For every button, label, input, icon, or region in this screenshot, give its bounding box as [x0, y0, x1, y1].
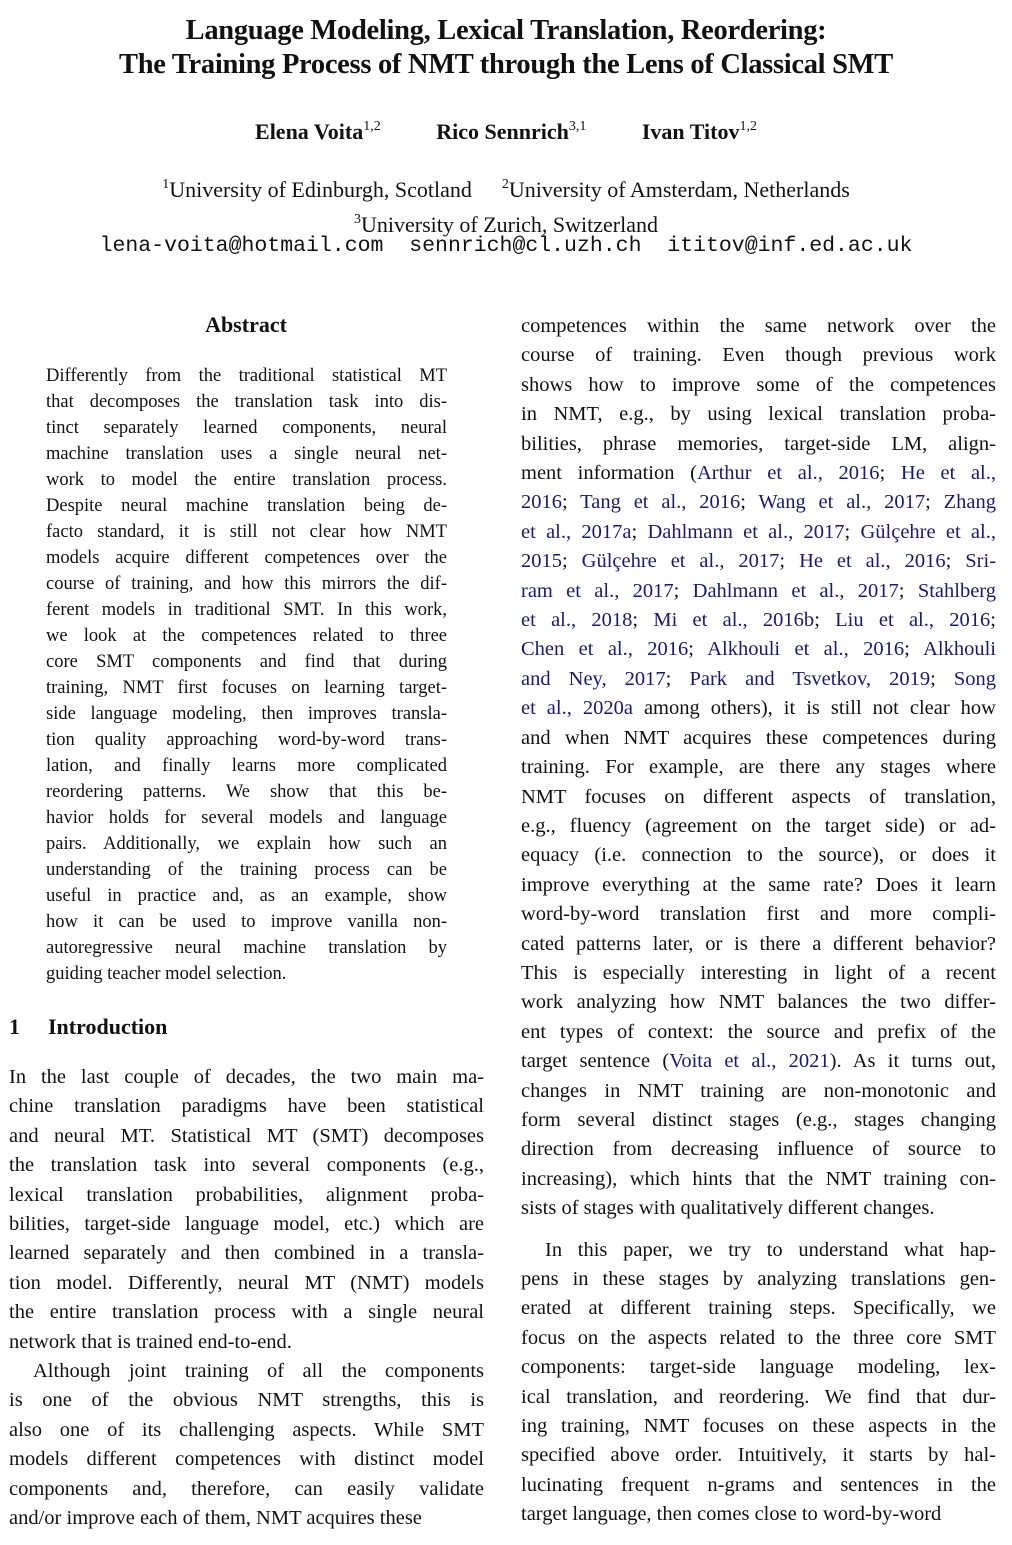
introduction-right-column	[521, 312, 996, 1530]
text-line: network that is trained end-to-end.	[9, 1330, 292, 1353]
text-line: and/or improve each of them, NMT acquires these	[9, 1507, 422, 1530]
text-line: training, NMT first focuses on learning target-	[46, 678, 447, 698]
citation-link[interactable]: He et al., 2016	[799, 550, 946, 573]
affiliation-name: University of Amsterdam, Netherlands	[508, 177, 850, 202]
paragraph	[521, 312, 996, 1224]
text-line	[521, 1194, 996, 1223]
text-line: that decomposes the translation task into dis-	[46, 392, 447, 412]
text-segment: ;	[814, 609, 836, 632]
author	[642, 112, 757, 147]
text-segment: ;	[740, 491, 759, 514]
text-line	[521, 988, 996, 1017]
text-line	[521, 1018, 996, 1047]
text-line	[521, 1135, 996, 1164]
text-line: facto standard, it is still not clear how NMT	[46, 522, 447, 542]
text-segment: ;	[665, 667, 690, 690]
text-segment: increasing), which hints that the NMT training con-	[521, 1167, 996, 1190]
text-line: chine translation paradigms have been statistical	[9, 1095, 484, 1118]
text-segment: ;	[562, 550, 582, 573]
citation-link[interactable]: Wang et al., 2017	[758, 491, 926, 514]
text-line: models different competences with distinct model	[9, 1448, 484, 1471]
text-segment: ;	[990, 609, 996, 632]
text-line: we look at the competences related to three	[46, 626, 447, 646]
citation-link[interactable]: Arthur et al., 2016	[696, 462, 880, 485]
text-line: ing training, NMT focuses on these aspects in the	[521, 1415, 996, 1438]
text-line: learned separately and then combined in a transla-	[9, 1242, 484, 1265]
author-name: Rico Sennrich	[436, 119, 569, 144]
citation-link[interactable]: Alkhouli	[923, 638, 996, 661]
text-line	[521, 900, 996, 929]
citation-link[interactable]: Dahlmann et al., 2017	[692, 579, 899, 602]
text-line	[521, 518, 996, 547]
text-line	[521, 1077, 996, 1106]
citation-link[interactable]: Liu et al., 2016	[835, 609, 991, 632]
text-line	[521, 841, 996, 870]
text-segment: This is especially interesting in light of a recent	[521, 961, 996, 984]
text-line: useful in practice and, as an example, show	[46, 886, 447, 906]
text-line: the translation task into several components (e.g.,	[9, 1154, 484, 1177]
text-segment: ;	[631, 520, 648, 543]
citation-link[interactable]: 2016	[521, 491, 562, 514]
citation-link[interactable]: 2015	[521, 550, 562, 573]
text-segment: cated patterns later, or is there a different behavior?	[521, 932, 996, 955]
author-emails	[0, 232, 1012, 260]
text-line: autoregressive neural machine translation by	[46, 938, 447, 958]
email[interactable]: ititov@inf.ed.ac.uk	[667, 234, 913, 258]
text-segment: ;	[673, 579, 693, 602]
text-segment: work analyzing how NMT balances the two differ-	[521, 991, 996, 1014]
text-line	[521, 694, 996, 723]
text-line	[521, 547, 996, 576]
text-line: lation, and finally learns more complicated	[46, 756, 447, 776]
citation-link[interactable]: ram et al., 2017	[521, 579, 674, 602]
text-segment: ;	[632, 609, 654, 632]
citation-link[interactable]: Chen et al., 2016	[521, 638, 689, 661]
author-name: Ivan Titov	[641, 119, 740, 144]
author	[255, 112, 381, 147]
text-segment: ;	[930, 667, 954, 690]
text-line	[521, 871, 996, 900]
text-segment: competences within the same network over the	[521, 315, 996, 337]
text-segment: course of training. Even though previous work	[521, 344, 996, 367]
citation-link[interactable]: Voita et al., 2021	[669, 1050, 830, 1073]
introduction-left-column	[9, 1063, 484, 1534]
author-affiliation-mark: 3,1	[568, 119, 587, 134]
citation-link[interactable]: Park and Tsvetkov, 2019	[689, 667, 931, 690]
text-segment: e.g., fluency (agreement on the target side) or ad-	[521, 814, 996, 837]
section-title: Introduction	[48, 1014, 168, 1039]
text-line: is one of the obvious NMT strengths, this is	[9, 1389, 484, 1412]
text-segment: equacy (i.e. connection to the source), or does it	[521, 844, 996, 867]
affiliation-name: University of Edinburgh, Scotland	[169, 177, 472, 202]
text-line	[521, 1106, 996, 1135]
text-segment: ;	[925, 491, 944, 514]
paragraph	[521, 1236, 996, 1530]
text-segment: sists of stages with qualitatively different changes.	[521, 1197, 935, 1220]
citation-link[interactable]: Song	[953, 667, 997, 690]
text-line	[521, 812, 996, 841]
text-segment: ;	[879, 462, 901, 485]
citation-link[interactable]: He et al.,	[900, 462, 996, 485]
affiliation-number: 1	[162, 177, 170, 192]
text-segment: among others), it is still not clear how	[632, 697, 996, 720]
citation-link[interactable]: Alkhouli et al., 2016	[707, 638, 905, 661]
text-line	[521, 371, 996, 400]
paragraph	[9, 1063, 484, 1357]
text-line	[521, 635, 996, 664]
text-segment: target sentence (	[521, 1050, 670, 1073]
text-line	[521, 459, 996, 488]
text-line: ferent models in traditional SMT. In this work,	[46, 600, 447, 620]
text-line: course of training, and how this mirrors the dif-	[46, 574, 447, 594]
citation-link[interactable]: Sri-	[965, 550, 997, 573]
text-segment: ). As it turns out,	[829, 1050, 996, 1073]
text-line: Despite neural machine translation being de-	[46, 496, 447, 516]
text-segment: improve everything at the same rate? Does it learn	[521, 873, 996, 896]
text-segment: ;	[844, 520, 861, 543]
text-line: specified above order. Intuitively, it starts by hal-	[521, 1444, 996, 1467]
text-segment: NMT focuses on different aspects of translation,	[521, 785, 996, 808]
text-line	[521, 577, 996, 606]
text-line: models acquire different competences over the	[46, 548, 447, 568]
text-line: In the last couple of decades, the two main ma-	[9, 1066, 484, 1088]
text-line: lexical translation probabilities, alignment proba-	[9, 1183, 484, 1206]
text-line	[521, 430, 996, 459]
text-segment: form several distinct stages (e.g., stages changing	[521, 1108, 996, 1131]
text-line	[521, 1047, 996, 1076]
text-line: understanding of the training process can be	[46, 860, 447, 880]
title-line-2: The Training Process of NMT through the Lens of Classical SMT	[119, 49, 893, 80]
email[interactable]: sennrich@cl.uzh.ch	[409, 234, 642, 258]
text-line: focus on the aspects related to the three core SMT	[521, 1326, 996, 1349]
text-line	[521, 665, 996, 694]
text-segment: shows how to improve some of the competences	[521, 373, 996, 396]
text-segment: training. For example, are there any stages where	[521, 756, 996, 779]
text-segment: ;	[945, 550, 966, 573]
text-line: also one of its challenging aspects. While SMT	[9, 1418, 484, 1441]
abstract-body	[46, 363, 447, 987]
text-line: and neural MT. Statistical MT (SMT) decomposes	[9, 1124, 484, 1147]
email[interactable]: lena-voita@hotmail.com	[99, 234, 384, 258]
text-line	[521, 753, 996, 782]
author-name: Elena Voita	[255, 119, 364, 144]
text-line: Although joint training of all the components	[33, 1360, 484, 1383]
citation-link[interactable]: Stahlberg	[917, 579, 997, 602]
author	[436, 112, 586, 147]
author-affiliation-mark: 1,2	[739, 119, 757, 134]
text-line	[521, 606, 996, 635]
text-line: ical translation, and reordering. We find that dur-	[521, 1385, 996, 1408]
text-line	[521, 400, 996, 429]
citation-link[interactable]: Mi et al., 2016b	[653, 609, 815, 632]
text-line: guiding teacher model selection.	[46, 964, 287, 984]
text-line	[521, 1165, 996, 1194]
text-segment: ;	[904, 638, 924, 661]
text-line: work to model the entire translation process.	[46, 470, 447, 490]
citation-link[interactable]: et al., 2017a	[521, 520, 632, 543]
text-line	[521, 783, 996, 812]
paragraph	[9, 1357, 484, 1533]
text-line: lucinating frequent n-grams and sentences in the	[521, 1473, 996, 1496]
text-line	[521, 341, 996, 370]
text-segment: direction from decreasing influence of source to	[521, 1138, 996, 1161]
text-line: target language, then comes close to word-by-word	[521, 1503, 942, 1526]
citation-link[interactable]: Tang et al., 2016	[580, 491, 741, 514]
text-line: machine translation uses a single neural net-	[46, 444, 447, 464]
text-line: reordering patterns. We show that this be-	[46, 782, 447, 802]
text-line: components: target-side language modeling, lex-	[521, 1356, 996, 1379]
text-line: Differently from the traditional statistical MT	[46, 366, 447, 386]
paper-title	[0, 14, 1012, 82]
text-line: erated at different training steps. Specifically, we	[521, 1297, 996, 1320]
affiliation-number: 2	[501, 177, 509, 192]
affiliations	[0, 170, 1012, 240]
text-segment: ;	[688, 638, 708, 661]
citation-link[interactable]: and Ney, 2017	[521, 667, 666, 690]
text-line: how it can be used to improve vanilla non-	[46, 912, 447, 932]
text-line: tion quality approaching word-by-word trans-	[46, 730, 447, 750]
text-line	[521, 959, 996, 988]
text-segment: and when NMT acquires these competences during	[521, 726, 996, 749]
text-line: havior holds for several models and language	[46, 808, 447, 828]
text-segment: ent types of context: the source and prefix of the	[521, 1020, 996, 1043]
author-list	[0, 112, 1012, 147]
title-line-1: Language Modeling, Lexical Translation, Reordering:	[185, 15, 827, 46]
text-line: the entire translation process with a single neural	[9, 1301, 484, 1324]
text-segment: ;	[779, 550, 800, 573]
text-line: pens in these stages by analyzing translations gen-	[521, 1268, 996, 1290]
text-line: side language modeling, then improves transla-	[46, 704, 447, 724]
text-line: tion model. Differently, neural MT (NMT) models	[9, 1271, 484, 1294]
text-segment: ment information (	[521, 462, 697, 485]
text-line: core SMT components and find that during	[46, 652, 447, 672]
affiliation-name: University of Zurich, Switzerland	[361, 212, 658, 237]
text-line: bilities, target-side language model, etc.) which are	[9, 1213, 484, 1236]
citation-link[interactable]: Dahlmann et al., 2017	[647, 520, 845, 543]
citation-link[interactable]: Zhang	[943, 491, 996, 514]
text-segment: word-by-word translation first and more compli-	[521, 903, 996, 926]
abstract-heading: Abstract	[205, 312, 287, 337]
author-affiliation-mark: 1,2	[363, 119, 381, 134]
citation-link[interactable]: Gülçehre et al., 2017	[581, 550, 780, 573]
text-line: In this paper, we try to understand what hap-	[545, 1238, 996, 1261]
citation-link[interactable]: et al., 2020a	[521, 697, 633, 720]
text-segment: ;	[562, 491, 581, 514]
text-line: tinct separately learned components, neural	[46, 418, 447, 438]
text-line	[521, 930, 996, 959]
text-line	[521, 312, 996, 341]
text-segment: bilities, phrase memories, target-side LM, align-	[521, 432, 996, 455]
text-line	[521, 488, 996, 517]
text-line	[521, 724, 996, 753]
text-line: components and, therefore, can easily validate	[9, 1477, 484, 1500]
text-segment: ;	[898, 579, 918, 602]
citation-link[interactable]: Gülçehre et al.,	[860, 520, 996, 543]
citation-link[interactable]: et al., 2018	[521, 609, 633, 632]
affiliation-row-1	[0, 170, 1012, 205]
section-heading-introduction	[9, 1013, 167, 1041]
affiliation-number: 3	[354, 212, 362, 227]
text-segment: in NMT, e.g., by using lexical translation proba-	[521, 403, 996, 426]
section-number: 1	[9, 1014, 20, 1039]
text-line: pairs. Additionally, we explain how such an	[46, 834, 447, 854]
text-segment: changes in NMT training are non-monotonic and	[521, 1079, 996, 1102]
